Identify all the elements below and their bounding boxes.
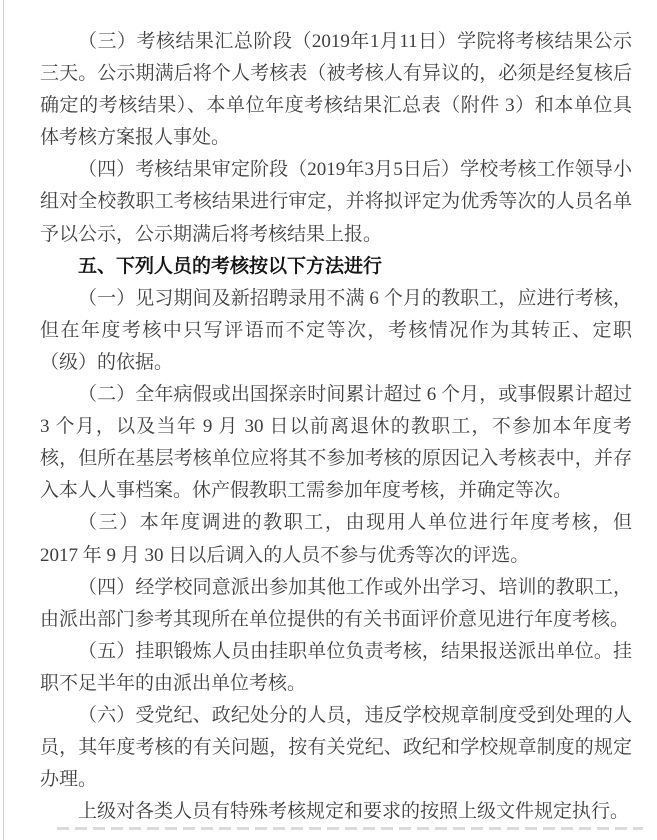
document-paragraph: （六）受党纪、政纪处分的人员，违反学校规章制度受到处理的人员，其年度考核的有关问题，按有关党纪、政纪和学校规章制度的规定办理。 [40,704,632,791]
document-paragraph: 上级对各类人员有特殊考核规定和要求的按照上级文件规定执行。 [78,801,630,823]
clipped-next-line-artifact [57,827,643,830]
document-paragraph: （三）考核结果汇总阶段（2019年1月11日）学院将考核结果公示三天。公示期满后将个人考核表（被考核人有异议的，必须是经复核后确定的考核结果）、本单位年度考核结果汇总表（附件 3）和本单位具体考核方案报人事处。 [40,31,632,149]
document-paragraph: （四）经学校同意派出参加其他工作或外出学习、培训的教职工，由派出部门参考其现所在单位提供的有关书面评价意见进行年度考核。 [40,576,632,630]
section-heading: 五、下列人员的考核按以下方法进行 [78,255,383,277]
document-paragraph: （五）挂职锻炼人员由挂职单位负责考核，结果报送派出单位。挂职不足半年的由派出单位考核。 [40,640,632,694]
document-paragraph: （一）见习期间及新招聘录用不满 6 个月的教职工，应进行考核，但在年度考核中只写评语而不定等次，考核情况作为其转正、定职（级）的依据。 [40,287,632,373]
page-edge-line [3,0,4,840]
document-paragraph: （三）本年度调进的教职工，由现用人单位进行年度考核，但 2017 年 9 月 30 日以后调入的人员不参与优秀等次的评选。 [40,512,632,566]
document-paragraph: （四）考核结果审定阶段（2019年3月5日后）学校考核工作领导小组对全校教职工考核结果进行审定，并将拟评定为优秀等次的人员名单予以公示，公示期满后将考核结果上报。 [40,159,632,245]
document-text-body [40,26,632,828]
document-paragraph: （二）全年病假或出国探亲时间累计超过 6 个月，或事假累计超过 3 个月，以及当年 9 月 30 日以前离退休的教职工，不参加本年度考核，但所在基层考核单位应将其不参加考核的原因记入考核表中，并存入本人人事档案。休产假教职工需参加年度考核，并确定等次。 [40,384,632,502]
